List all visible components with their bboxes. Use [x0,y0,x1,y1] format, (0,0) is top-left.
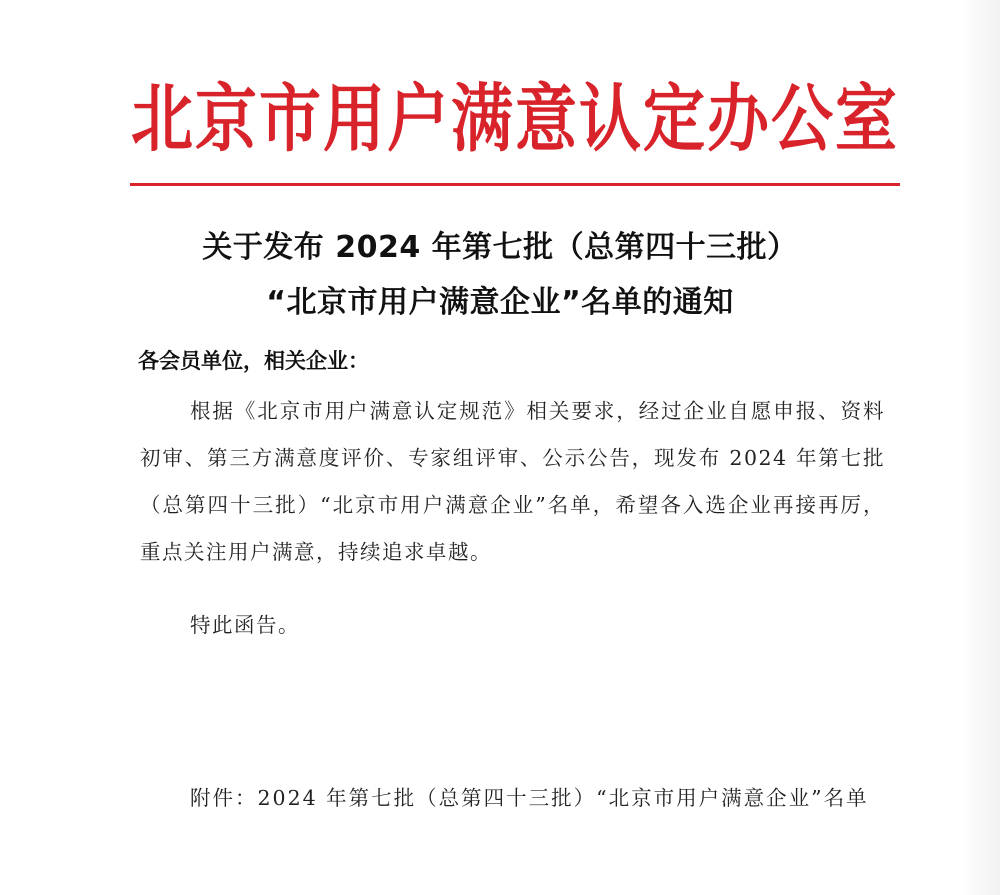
page-edge-shadow [960,0,1000,895]
notice-body-paragraph: 根据《北京市用户满意认定规范》相关要求，经过企业自愿申报、资料初审、第三方满意度评价、专家组评审、公示公告，现发布 2024 年第七批（总第四十三批）“北京市用户满意企业”名单，希望各入选企业再接再厉，重点关注用户满意，持续追求卓越。 [140,399,885,564]
closing-line: 特此函告。 [190,613,300,637]
notice-title-line-1: 关于发布 2024 年第七批（总第四十三批） [202,230,798,265]
letterhead-org-name: 北京市用户满意认定办公室 [130,75,899,162]
letterhead-divider [130,183,900,186]
notice-title-line-2: “北京市用户满意企业”名单的通知 [266,285,734,320]
attachment-reference: 附件：2024 年第七批（总第四十三批）“北京市用户满意企业”名单 [190,786,869,810]
salutation: 各会员单位，相关企业： [138,349,369,373]
